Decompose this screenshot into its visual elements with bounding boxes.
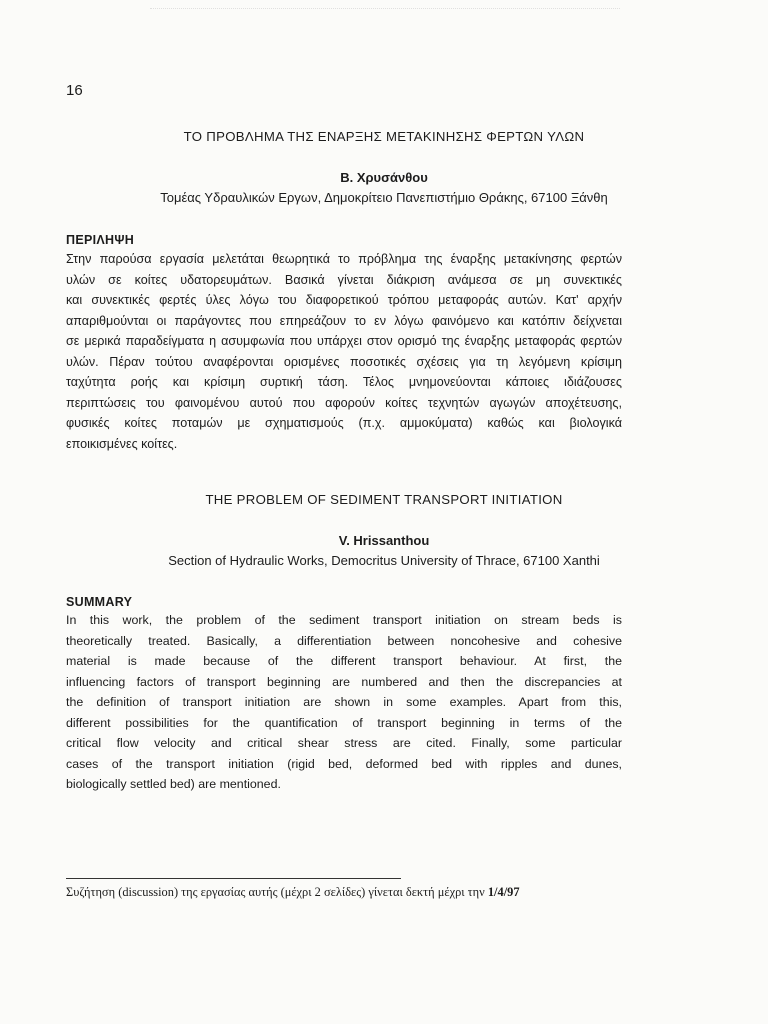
- abstract-line: Στην παρούσα εργασία μελετάται θεωρητικά το πρόβλημα της έναρξης μετακίνησης φερτών: [66, 252, 622, 266]
- abstract-line: εποικισμένες κοίτες.: [66, 436, 178, 451]
- page-number: 16: [66, 82, 83, 99]
- footnote-text: Συζήτηση (discussion) της εργασίας αυτής (μέχρι 2 σελίδες) γίνεται δεκτή μέχρι την: [66, 885, 485, 899]
- summary-line: theoretically treated. Basically, a differentiation between noncohesive and cohesive: [66, 633, 622, 648]
- english-author: V. Hrissanthou: [338, 533, 430, 548]
- scan-artifact: [150, 8, 620, 17]
- greek-author: Β. Χρυσάνθου: [340, 170, 428, 185]
- abstract-line: ταχύτητα ροής και κρίσιμη συρτική τάση. Τέλος μνημονεύονται κάποιες ιδιάζουσες: [66, 375, 622, 389]
- summary-line: different possibilities for the quantification of transport beginning in terms of the: [66, 715, 622, 730]
- summary-line: In this work, the problem of the sediment transport initiation on stream beds is: [66, 613, 622, 627]
- abstract-line: υλών σε κοίτες υδατορευμάτων. Βασικά γίνεται διάκριση ανάμεσα σε μη συνεκτικές: [66, 272, 622, 287]
- summary-line: critical flow velocity and critical shear stress are cited. Finally, some particular: [66, 736, 622, 750]
- english-summary: [66, 610, 622, 795]
- footnote-rule: [66, 878, 401, 879]
- abstract-line: και συνεκτικές φερτές ύλες λόγω του διαφορετικού τρόπου μεταφοράς αυτών. Κατ' αρχήν: [66, 293, 622, 307]
- footnote-date: 1/4/97: [487, 885, 520, 899]
- abstract-line: περιπτώσεις του φαινομένου αυτού που αφορούν κοίτες τεχνητών αγωγών αποχέτευσης,: [66, 395, 622, 410]
- abstract-line: φυσικές κοίτες ποταμών με σχηματισμούς (π.χ. αμμοκύματα) καθώς και βιολογικά: [66, 416, 622, 430]
- summary-line: the definition of transport initiation are shown in some examples. Apart from this,: [66, 695, 622, 709]
- summary-line: biologically settled bed) are mentioned.: [66, 777, 281, 791]
- greek-affiliation: Τομέας Υδραυλικών Εργων, Δημοκρίτειο Πανεπιστήμιο Θράκης, 67100 Ξάνθη: [160, 190, 608, 205]
- abstract-line: σε μερικά παραδείγματα η ασυμφωνία που υπάρχει στον ορισμό της έναρξης μεταφοράς φερτών: [66, 334, 622, 348]
- english-title: THE PROBLEM OF SEDIMENT TRANSPORT INITIATION: [205, 492, 563, 507]
- english-summary-heading: SUMMARY: [66, 595, 133, 609]
- greek-abstract: [66, 249, 622, 454]
- summary-line: influencing factors of transport beginning are numbered and then the discrepancies at: [66, 674, 622, 689]
- greek-title: ΤΟ ΠΡΟΒΛΗΜΑ ΤΗΣ ΕΝΑΡΞΗΣ ΜΕΤΑΚΙΝΗΣΗΣ ΦΕΡΤΩΝ ΥΛΩΝ: [183, 129, 585, 144]
- summary-line: cases of the transport initiation (rigid bed, deformed bed with ripples and dunes,: [66, 756, 622, 771]
- abstract-line: απαριθμούνται οι παράγοντες που επηρεάζουν το εν λόγω φαινόμενο και κατόπιν δείχνεται: [66, 313, 622, 328]
- abstract-line: υλών. Πέραν τούτου αναφέρονται ορισμένες ποσοτικές σχέσεις για τη λεγόμενη κρίσιμη: [66, 354, 622, 369]
- english-affiliation: Section of Hydraulic Works, Democritus University of Thrace, 67100 Xanthi: [168, 553, 600, 568]
- greek-abstract-heading: ΠΕΡΙΛΗΨΗ: [66, 233, 135, 247]
- summary-line: material is made because of the different transport behaviour. At first, the: [66, 654, 622, 668]
- footnote: [66, 885, 626, 900]
